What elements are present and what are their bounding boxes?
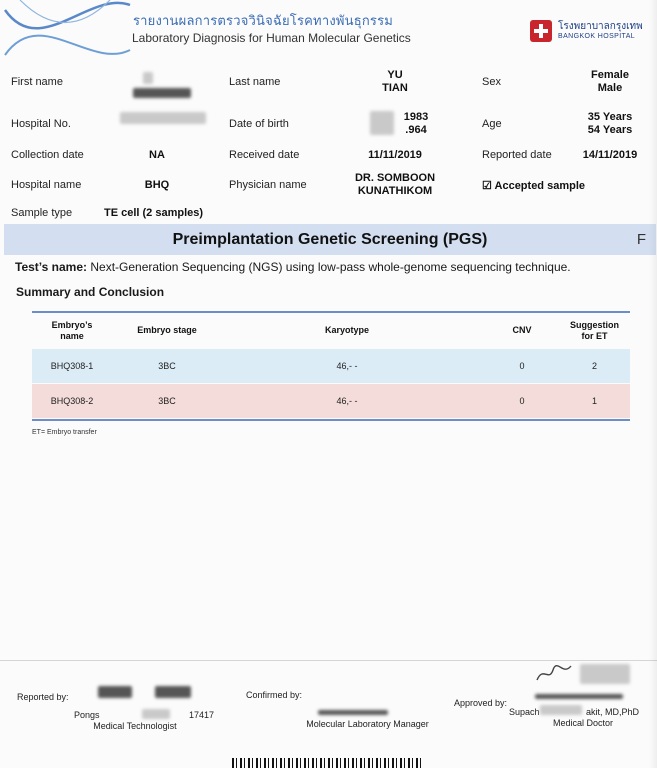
hospital-name-thai: โรงพยาบาลกรุงเทพ: [558, 21, 643, 32]
confirmer-name-redacted: [318, 710, 388, 715]
dob-label: Date of birth: [229, 118, 289, 130]
th-karyotype: Karyotype: [324, 325, 369, 335]
received-date-label: Received date: [229, 149, 300, 161]
signature-divider: [0, 660, 657, 661]
received-date-value: 11/11/2019: [368, 149, 422, 161]
confirmer-role: Molecular Laboratory Manager: [306, 719, 429, 729]
report-title: Preimplantation Genetic Screening (PGS): [172, 231, 488, 248]
hospital-no-label: Hospital No.: [11, 118, 71, 130]
sex-value-2: Male: [597, 82, 623, 94]
sample-type-value: TE cell (2 samples): [104, 207, 204, 219]
page-edge-shadow: [649, 0, 657, 768]
cell-cnv: 0: [519, 361, 525, 371]
collection-date-value: NA: [149, 149, 165, 161]
approved-by-label: Approved by:: [454, 698, 508, 708]
test-name-line: [15, 260, 571, 274]
collection-date-label: Collection date: [11, 149, 84, 161]
barcode: [232, 758, 422, 768]
dna-helix-logo: [0, 0, 140, 60]
last-name-label: Last name: [229, 76, 281, 88]
th-embryo-name: [32, 320, 112, 342]
first-name-redacted: [143, 72, 153, 84]
cell-embryo-name: BHQ308-2: [50, 396, 94, 406]
reported-date-value: 14/11/2019: [582, 149, 638, 161]
cell-karyotype: 46,- -: [336, 361, 358, 371]
physician-name-value-1: DR. SOMBOON: [354, 172, 436, 184]
cell-suggestion: 2: [591, 361, 597, 371]
reporter-signature-redacted-2: [155, 686, 191, 698]
sample-type-label: Sample type: [11, 207, 73, 219]
dob-value-2: .964: [405, 124, 427, 136]
cell-embryo-stage: 3BC: [158, 396, 176, 406]
confirmed-by-label: Confirmed by:: [246, 690, 303, 700]
approver-signature-redacted: [580, 664, 630, 684]
approver-signature-icon: [535, 662, 575, 684]
dob-redacted: [370, 111, 394, 135]
th-cnv: CNV: [512, 325, 532, 335]
cell-embryo-name: BHQ308-1: [50, 361, 94, 371]
hospital-no-redacted: [120, 112, 206, 124]
accepted-sample-checkbox: ☑ Accepted sample: [482, 180, 585, 192]
th-embryo-name-line1: Embryo’s: [51, 320, 93, 330]
last-name-value-1: YU: [387, 69, 403, 81]
reported-date-label: Reported date: [482, 149, 552, 161]
hospital-name-label: Hospital name: [11, 179, 82, 191]
sex-label: Sex: [482, 76, 501, 88]
reporter-code: 17417: [189, 710, 215, 720]
cell-karyotype: 46,- -: [336, 396, 358, 406]
approver-role: Medical Doctor: [552, 718, 614, 728]
hospital-name-value: BHQ: [144, 179, 170, 191]
th-suggestion-line1: Suggestion: [570, 320, 619, 330]
th-suggestion-line2: for ET: [581, 331, 608, 341]
report-header: [0, 0, 657, 58]
first-name-redacted-2: [133, 88, 191, 98]
reporter-role: Medical Technologist: [93, 721, 177, 731]
reporter-name: Pongs: [74, 710, 100, 720]
table-top-border: [32, 311, 630, 313]
physician-name-label: Physician name: [229, 179, 307, 191]
cell-cnv: 0: [519, 396, 525, 406]
table-row: [32, 384, 630, 418]
approver-credentials: akit, MD,PhD: [586, 707, 640, 717]
approver-name-redacted: [535, 694, 623, 699]
physician-name-value-2: KUNATHIKOM: [357, 185, 433, 197]
test-name-value: Next-Generation Sequencing (NGS) using low-pass whole-genome sequencing technique.: [87, 260, 571, 274]
last-name-value-2: TIAN: [382, 82, 408, 94]
approver-name: Supach: [509, 707, 540, 717]
cell-suggestion: 1: [591, 396, 597, 406]
age-value-2: 54 Years: [587, 124, 633, 136]
cell-embryo-stage: 3BC: [158, 361, 176, 371]
reporter-name-redacted: [142, 709, 170, 719]
approver-name-redacted-2: [540, 705, 582, 715]
table-bottom-border: [32, 419, 630, 421]
dob-value-1: 1983: [403, 111, 429, 123]
age-label: Age: [482, 118, 502, 130]
lab-title-thai: รายงานผลการตรวจวินิจฉัยโรคทางพันธุกรรม: [133, 13, 394, 28]
th-suggestion: [557, 320, 632, 342]
summary-heading: Summary and Conclusion: [16, 285, 165, 299]
reporter-signature-redacted: [98, 686, 132, 698]
th-embryo-stage: Embryo stage: [137, 325, 197, 335]
table-footnote: ET= Embryo transfer: [32, 429, 97, 436]
table-row: [32, 349, 630, 383]
reported-by-label: Reported by:: [17, 692, 69, 702]
test-name-label: Test’s name:: [15, 260, 88, 274]
sex-value-1: Female: [591, 69, 629, 81]
hospital-name-english: BANGKOK HOSPITAL: [558, 33, 636, 40]
hospital-cross-icon: [530, 20, 552, 42]
banner-f-marker: F: [636, 231, 646, 248]
th-embryo-name-line2: name: [60, 331, 84, 341]
lab-title-english: Laboratory Diagnosis for Human Molecular Genetics: [132, 31, 411, 45]
age-value-1: 35 Years: [587, 111, 633, 123]
first-name-label: First name: [11, 76, 63, 88]
pgs-banner: [4, 224, 656, 255]
